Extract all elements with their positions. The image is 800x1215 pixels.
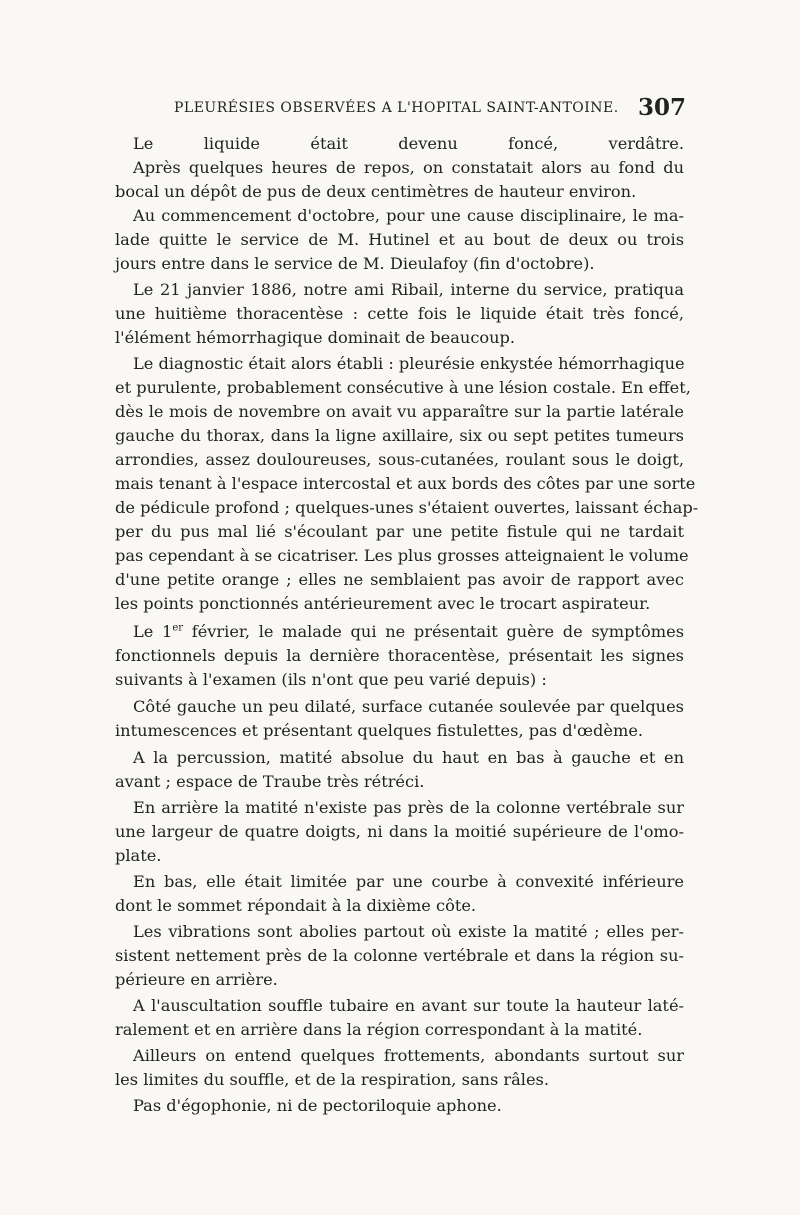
text-line: A l'auscultation souffle tubaire en avant sur toute la hauteur laté-	[133, 996, 684, 1015]
text-line: Ailleurs on entend quelques frottements, abondants surtout sur	[133, 1046, 684, 1065]
text-line: En arrière la matité n'existe pas près de la colonne vertébrale sur	[133, 798, 684, 817]
text-line: avant ; espace de Traube très rétréci.	[115, 772, 425, 791]
text-line: Pas d'égophonie, ni de pectoriloquie aphone.	[133, 1096, 502, 1115]
text-line: Après quelques heures de repos, on constatait alors au fond du	[133, 158, 684, 177]
date-line-rest: février, le malade qui ne présentait guère de symptômes	[191, 622, 685, 641]
text-line: une huitième thoracentèse : cette fois le liquide était très foncé,	[115, 304, 684, 323]
text-line: per du pus mal lié s'écoulant par une petite fistule qui ne tardait	[115, 522, 684, 541]
text-line: périeure en arrière.	[115, 970, 278, 989]
text-line: plate.	[115, 846, 162, 865]
text-line: Le 21 janvier 1886, notre ami Ribail, interne du service, pratiqua	[133, 280, 684, 299]
text-line: arrondies, assez douloureuses, sous-cutanées, roulant sous le doigt,	[115, 450, 684, 469]
text-line: l'élément hémorrhagique dominait de beaucoup.	[115, 328, 516, 347]
text-line: Côté gauche un peu dilaté, surface cutanée soulevée par quelques	[133, 697, 684, 716]
running-title: PLEURÉSIES OBSERVÉES A L'HOPITAL SAINT-ANTOINE.	[174, 100, 619, 116]
date-superscript: er	[172, 622, 184, 634]
page-header	[174, 94, 686, 124]
text-line-dated	[133, 620, 684, 644]
text-line: dès le mois de novembre on avait vu apparaître sur la partie latérale	[115, 402, 684, 421]
text-line: mais tenant à l'espace intercostal et aux bords des côtes par une sorte	[115, 474, 696, 493]
text-line: gauche du thorax, dans la ligne axillaire, six ou sept petites tumeurs	[115, 426, 684, 445]
text-line: Le liquide était devenu foncé, verdâtre.	[133, 134, 684, 153]
text-line: une largeur de quatre doigts, ni dans la moitié supérieure de l'omo-	[115, 822, 684, 841]
text-line: jours entre dans le service de M. Dieulafoy (fin d'octobre).	[115, 254, 595, 273]
text-line: Le diagnostic était alors établi : pleurésie enkystée hémorrhagique	[133, 354, 685, 373]
text-line: Les vibrations sont abolies partout où existe la matité ; elles per-	[133, 922, 684, 941]
text-line: d'une petite orange ; elles ne semblaient pas avoir de rapport avec	[115, 570, 684, 589]
text-line: ralement et en arrière dans la région correspondant à la matité.	[115, 1020, 643, 1039]
page-number: 307	[637, 94, 686, 121]
text-line: pas cependant à se cicatriser. Les plus grosses atteignaient le volume	[115, 546, 689, 565]
text-line: A la percussion, matité absolue du haut en bas à gauche et en	[133, 748, 684, 767]
text-line: lade quitte le service de M. Hutinel et au bout de deux ou trois	[115, 230, 684, 249]
date-prefix: Le 1	[133, 622, 173, 641]
text-line: bocal un dépôt de pus de deux centimètres de hauteur environ.	[115, 182, 637, 201]
text-line: les limites du souffle, et de la respiration, sans râles.	[115, 1070, 550, 1089]
text-line: intumescences et présentant quelques fistulettes, pas d'œdème.	[115, 721, 644, 740]
text-line: sistent nettement près de la colonne vertébrale et dans la région su-	[115, 946, 684, 965]
text-line: fonctionnels depuis la dernière thoracentèse, présentait les signes	[115, 646, 684, 665]
text-line: En bas, elle était limitée par une courbe à convexité inférieure	[133, 872, 684, 891]
text-line: suivants à l'examen (ils n'ont que peu varié depuis) :	[115, 670, 547, 689]
text-line: dont le sommet répondait à la dixième côte.	[115, 896, 477, 915]
text-line: les points ponctionnés antérieurement avec le trocart aspirateur.	[115, 594, 651, 613]
text-line: Au commencement d'octobre, pour une cause disciplinaire, le ma-	[133, 206, 684, 225]
text-line: et purulente, probablement consécutive à une lésion costale. En effet,	[115, 378, 691, 397]
text-line: de pédicule profond ; quelques-unes s'étaient ouvertes, laissant échap-	[115, 498, 699, 517]
